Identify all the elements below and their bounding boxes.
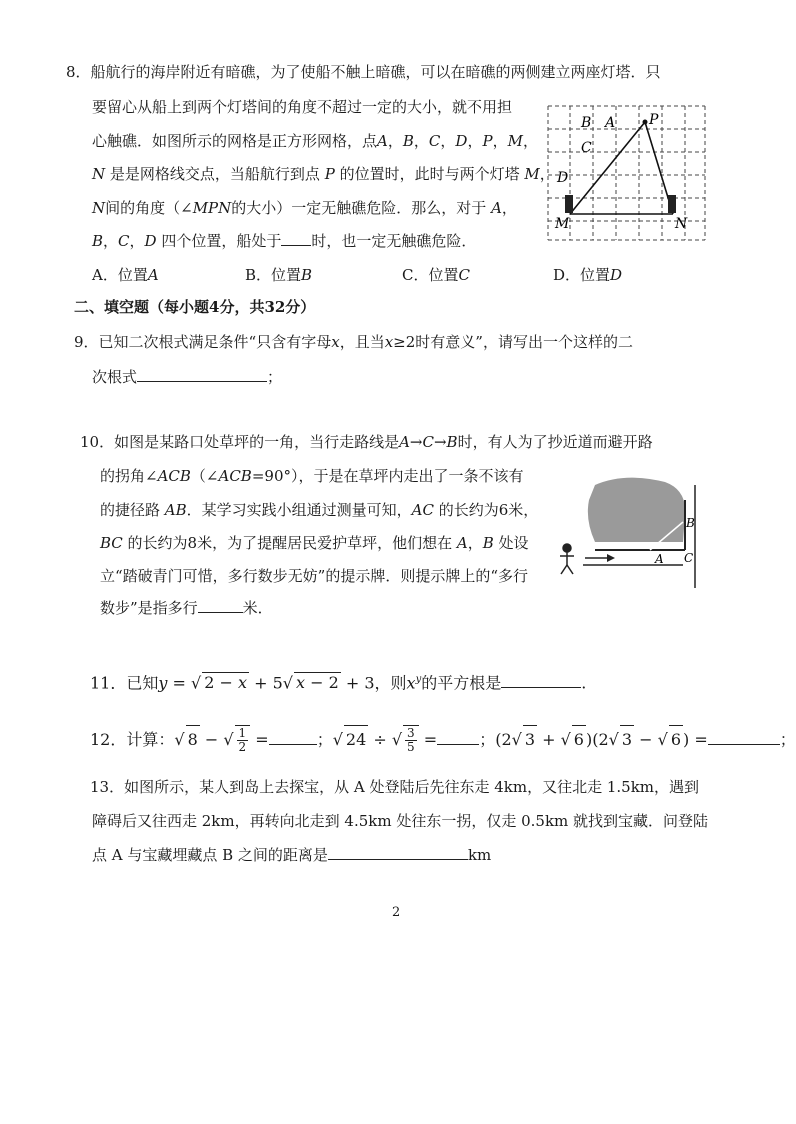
- q10-line6: 数步”是指多行 米．: [100, 599, 273, 617]
- q10-line5: 立“踏破青门可惜，多行数步无妨”的提示牌．则提示牌上的“多行: [100, 567, 529, 585]
- q8-option-a[interactable]: A．位置A: [92, 266, 159, 284]
- walking-person-icon: [560, 544, 574, 574]
- label-a: A: [655, 552, 664, 566]
- lighthouse-n-icon: [668, 195, 676, 213]
- q13-line1: 13．如图所示，某人到岛上去探宝，从 A 处登陆后先往东走 4km，又往北走 1.5km，遇到: [90, 778, 700, 796]
- q9-answer-blank[interactable]: [137, 367, 267, 382]
- q8-line2: 要留心从船上到两个灯塔间的角度不超过一定的大小，就不用担: [92, 98, 513, 116]
- q8-option-d[interactable]: D．位置D: [553, 266, 623, 284]
- label-b: B: [686, 516, 695, 530]
- lighthouse-m-icon: [565, 195, 573, 213]
- q11-line: 11．已知y = √ 2 − x + 5√ x − 2 + 3，则$x^y$的平方根是 .: [90, 673, 587, 693]
- label-b: B: [581, 115, 592, 131]
- q8-line6: B，C，D 四个位置，船处于 时，也一定无触礁危险．: [92, 232, 477, 250]
- q13-line2: 障碍后又往西走 2km，再转向北走到 4.5km 处往东一拐，仅走 0.5km 就找到宝藏．问登陆: [92, 812, 709, 830]
- label-p: P: [649, 112, 659, 128]
- q10-line3: 的捷径路 AB．某学习实践小组通过测量可知，AC 的长约为6米，: [100, 501, 539, 519]
- arrow-head-icon: [607, 554, 615, 562]
- q8-answer-blank[interactable]: [281, 231, 311, 246]
- q13-line3: 点 A 与宝藏埋藏点 B 之间的距离是 km: [92, 846, 492, 864]
- label-d: D: [557, 170, 569, 186]
- q12-blank-3[interactable]: [708, 730, 780, 745]
- q10-line4: BC 的长约为8米，为了提醒居民爱护草坪，他们想在 A，B 处设: [100, 534, 529, 552]
- q8-line5: N间的角度（∠MPN的大小）一定无触礁危险．那么，对于 A，: [92, 199, 517, 217]
- page-number: 2: [392, 905, 401, 920]
- q10-line1: 10．如图是某路口处草坪的一角，当行走路线是A→C→B时，有人为了抄近道而避开路: [80, 433, 653, 451]
- q9-line2: 次根式 ；: [92, 368, 283, 386]
- triangle-mpn: [570, 122, 673, 214]
- section-title: 二、填空题（每小题4分，共32分）: [74, 298, 316, 316]
- point-p: [643, 120, 648, 125]
- q12-line: 12．计算：√ 8 − √ $\frac{1}{2}$ = ；√ 24 ÷ √ $\frac{3}{5}$ = ；(2√ 3 + √ 6 )(2√ 3 − √ 6 ) = ；: [90, 726, 796, 754]
- label-n: N: [675, 216, 688, 232]
- q8-line1: 8．船航行的海岸附近有暗礁，为了使船不触上暗礁，可以在暗礁的两侧建立两座灯塔．只: [66, 63, 661, 81]
- q10-answer-blank[interactable]: [198, 598, 243, 613]
- label-a: A: [605, 115, 616, 131]
- q8-option-c[interactable]: C．位置C: [402, 266, 470, 284]
- q11-answer-blank[interactable]: [501, 673, 581, 688]
- label-m: M: [555, 216, 570, 232]
- q8-line3: 心触礁．如图所示的网格是正方形网格，点A，B，C，D，P，M，: [92, 132, 538, 150]
- q8-line4: N 是是网格线交点，当船航行到点 P 的位置时，此时与两个灯塔 M，: [92, 165, 555, 183]
- q10-lawn-figure: [555, 470, 715, 595]
- q9-line1: 9．已知二次根式满足条件“只含有字母x，且当x≥2时有意义”，请写出一个这样的二: [74, 333, 633, 351]
- label-c: C: [684, 551, 694, 565]
- q10-line2: 的拐角∠ACB（∠ACB=90°），于是在草坪内走出了一条不该有: [100, 467, 524, 485]
- q13-answer-blank[interactable]: [328, 845, 468, 860]
- q8-grid-figure: [545, 100, 710, 245]
- q12-blank-1[interactable]: [269, 730, 317, 745]
- label-c: C: [581, 140, 592, 156]
- q8-option-b[interactable]: B．位置B: [245, 266, 313, 284]
- q12-blank-2[interactable]: [437, 730, 479, 745]
